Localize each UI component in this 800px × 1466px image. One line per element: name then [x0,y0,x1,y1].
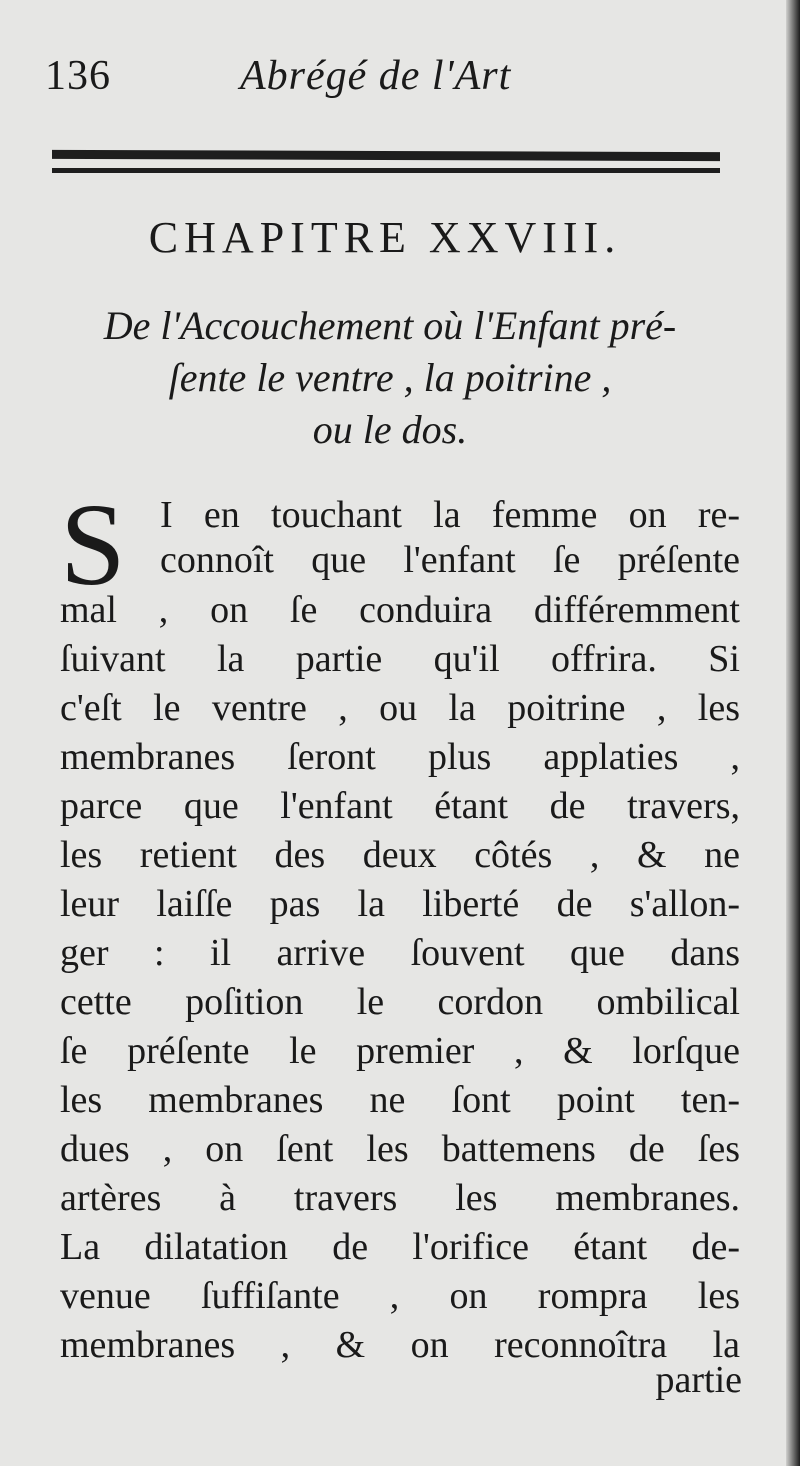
subtitle-line: De l'Accouchement où l'Enfant pré- [103,303,677,348]
text-line: les retient des deux côtés , & ne [60,834,740,876]
subtitle-line: ou le dos. [312,407,468,452]
page-edge-shadow [786,0,800,1466]
text-line: ger : il arrive ſouvent que dans [60,932,740,974]
chapter-title: CHAPITRE XXVIII. [148,213,622,262]
text-line: parce que l'enfant étant de travers, [60,785,740,827]
drop-cap: S [60,479,126,610]
text-line: dues , on ſent les battemens de ſes [60,1128,740,1170]
text-line: membranes ſeront plus applaties , [60,736,740,778]
text-line: La dilatation de l'orifice étant de- [60,1226,740,1268]
text-line: mal , on ſe conduira différemment [60,589,740,631]
page-number: 136 [45,53,111,99]
text-line: I en touchant la femme on re- [160,494,740,536]
chapter-subtitle [40,300,740,456]
rule-thick-line [52,150,720,161]
text-line: connoît que l'enfant ſe préſente [160,539,740,581]
text-line: leur laiſſe pas la liberté de s'allon- [60,883,740,925]
subtitle-line: ſente le ventre , la poitrine , [168,355,612,400]
text-line: membranes , & on reconnoîtra la [60,1324,740,1366]
header-double-rule [52,151,720,181]
text-line: cette poſition le cordon ombilical [60,981,740,1023]
text-line: les membranes ne ſont point ten- [60,1079,740,1121]
catchword: partie [655,1359,742,1401]
text-line: artères à travers les membranes. [60,1177,740,1219]
page-header [45,50,725,110]
text-line: c'eſt le ventre , ou la poitrine , les [60,687,740,729]
rule-thin-line [52,168,720,173]
text-line: ſe préſente le premier , & lorſque [60,1030,740,1072]
text-line: venue ſuffiſante , on rompra les [60,1275,740,1317]
running-head: Abrégé de l'Art [240,53,512,99]
text-line: ſuivant la partie qu'il offrira. Si [60,638,740,680]
